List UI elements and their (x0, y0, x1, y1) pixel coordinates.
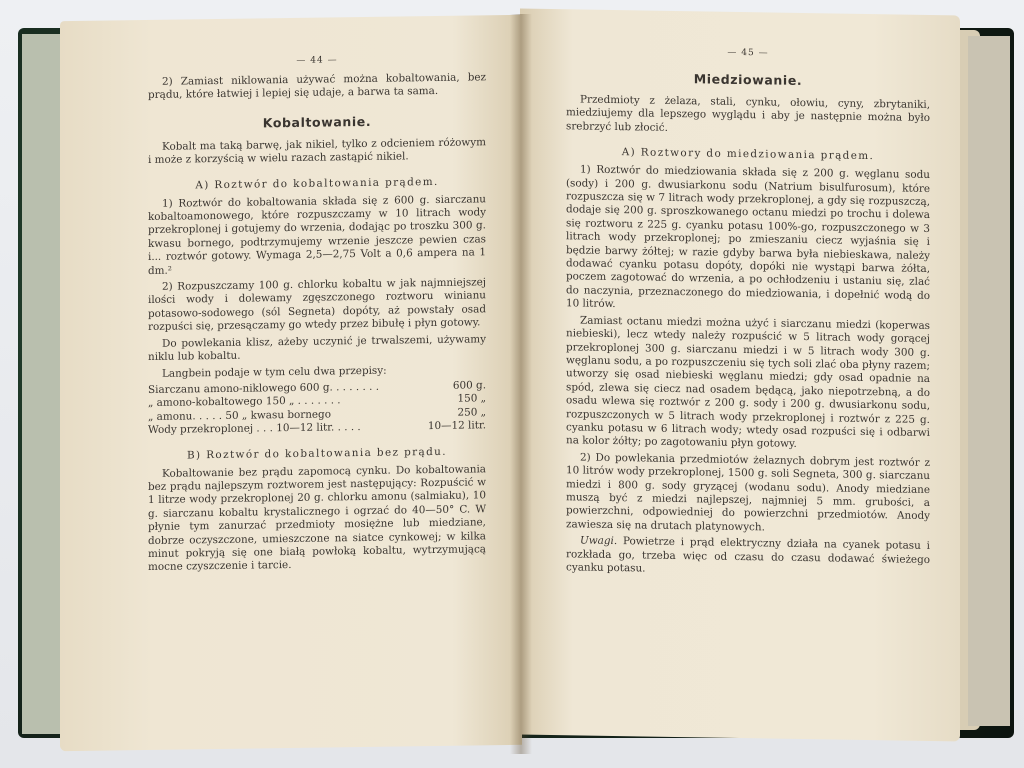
page-edges-right (968, 36, 1010, 726)
subsection-heading: B) Roztwór do kobaltowania bez prądu. (187, 445, 447, 461)
page-number: — 44 — (296, 55, 338, 66)
notes-paragraph (566, 534, 930, 580)
paragraph: 1) Roztwór do kobaltowania składa się z 600 g. siarczanu kobaltoamonowego, które rozpuszczamy w 10 litrach wody przekroplonej i gotujemy do wrzenia, dodając po troszku 300 g. kwasu bornego, podtrzymujemy wrzenie jeszcze pewien czas i... roztwór gotowy. Wymaga 2,5—2,75 Volt a 0,6 ampera na 1 dm.² (148, 192, 486, 277)
subsection-heading: A) Roztwór do kobaltowania prądem. (195, 175, 439, 191)
paragraph: Langbein podaje w tym celu dwa przepisy: (162, 364, 387, 380)
recipe-item: Siarczanu amono-niklowego 600 g. . . . . . . . (148, 380, 380, 396)
paragraph: Przedmioty z żelaza, stali, cynku, ołowiu, cyny, zbrytaniki, miedziujemy dla lepszego wyglądu i aby je następnie można było srebrzyć lub złocić. (566, 93, 930, 134)
recipe-item: „ amono-kobaltowego 150 „ . . . . . . . (148, 394, 341, 410)
section-title: Miedziowanie. (693, 71, 803, 88)
paragraph: Kobalt ma taką barwę, jak nikiel, tylko z odcieniem różowym i może z korzyścią w wielu razach zastąpić nikiel. (148, 136, 486, 167)
notes-label: Uwagi. (580, 534, 618, 548)
recipe-value: 250 „ (457, 405, 486, 419)
book-gutter (510, 14, 532, 754)
recipe-item: Wody przekroplonej . . . 10—12 litr. . . . . (148, 421, 361, 437)
notes-text: Powietrze i prąd elektryczny działa na cyanek potasu i rozkłada go, trzeba więc od czasu do czasu dodawać świeżego cyanku potasu. (566, 535, 930, 575)
right-page (520, 9, 960, 742)
section-title: Kobaltowanie. (262, 113, 372, 131)
paragraph: 2) Do powlekania przedmiotów żelaznych dobrym jest roztwór z 10 litrów wody przekroplonej, 1500 g. soli Segneta, 300 g. siarczanu miedzi i 800 g. sody gryzącej (wodanu sodu). Anody miedziane muszą być z miedzi najlepszej, najmniej 5 mm. grubości, a powierzchni, odpowiedniej do powierzchni przedmiotów. Anody zawiesza się na drutach platynowych. (566, 451, 930, 534)
recipe-value: 10—12 litr. (427, 419, 486, 433)
recipe-value: 600 g. (452, 379, 486, 392)
page-edges-left (22, 34, 62, 734)
paragraph: 1) Roztwór do miedziowania składa się z 200 g. węglanu sodu (sody) i 200 g. dwusiarkonu sodu (Natrium bisulfurosum), które rozpuszcza się w 7 litrach wody przekroplonej, a gdy się rozpuszczą, dodaje się 200 g. sproszkowanego octanu miedzi po trochu i dolewa się roztworu z 225 g. cyanku potasu 100%-go, rozpuszczonego w 3 litrach wody przekroplonej; po zmieszaniu ciecz wyjaśnia się i będzie barwy żółtej; w razie gdyby barwa była niebieskawa, należy dodawać cyanku potasu dopóty, dopóki nie wystąpi barwa żółta, poczem zagotować do wrzenia, a po ochłodzeniu i ustaniu się, zlać do naczynia, przeznaczonego do miedziowania, i dopełnić wodą do 10 litrów. (566, 163, 930, 311)
paragraph: Zamiast octanu miedzi można użyć i siarczanu miedzi (koperwas niebieski), lecz wtedy należy rozpuścić w 5 litrach wody gorącej przekroplonej 300 g. siarczanu miedzi i w 5 litrach wody 300 g. węglanu sodu, a po rozpuszczeniu się tych soli zlać oba płyny razem; utworzy się osad niebieski węglanu miedzi; gdy osad opadnie na spód, zlewa się ciecz nad osadem będącą, jako niepotrzebną, a do osadu wlewa się roztwór z 200 g. sody i 200 g. dwusiarkonu sodu, rozpuszczonych w 5 litrach wody przekroplonej i roztwór z 225 g. cyanku potasu w 6 litrach wody; wtedy osad rozpuści się i odbarwi na kolor żółty; po zagotowaniu płyn gotowy. (566, 314, 930, 451)
paragraph: 2) Rozpuszczamy 100 g. chlorku kobaltu w jak najmniejszej ilości wody i dolewamy zgęszczonego roztworu winianu potasowo-sodowego (sól Segneta) dopóty, aż powstały osad rozpuści się, przesączamy go wtedy przez bibułę i płyn gotowy. (148, 276, 486, 334)
left-page (60, 15, 522, 751)
paragraph: Kobaltowanie bez prądu zapomocą cynku. Do kobaltowania bez prądu najlepszym roztworem jest następujący: Rozpuścić w 1 litrze wody przekroplonej 20 g. chlorku amonu (salmiaku), 10 g. siarczanu kobaltu krystalicznego i ogrzać do 40—50° C. W płynie tym zanurzać przedmioty mosiężne lub miedziane, dobrze oczyszczone, umieszczone na siatce cynkowej; w kilka minut pokryją się one białą powłoką kobaltu, wytrzymującą mocne czyszczenie i tarcie. (148, 462, 486, 574)
subsection-heading: A) Roztwory do miedziowania prądem. (621, 146, 875, 163)
recipe-item: „ amonu. . . . . 50 „ kwasu bornego (148, 408, 331, 423)
paragraph: Do powlekania klisz, ażeby uczynić je trwalszemi, używamy niklu lub kobaltu. (148, 332, 486, 364)
recipe-value: 150 „ (457, 392, 486, 405)
intro-paragraph: 2) Zamiast niklowania używać można kobaltowania, bez prądu, które łatwiej i lepiej się udaje, a barwa ta sama. (148, 71, 486, 102)
recipe-table (148, 379, 486, 437)
page-number: — 45 — (727, 47, 769, 59)
